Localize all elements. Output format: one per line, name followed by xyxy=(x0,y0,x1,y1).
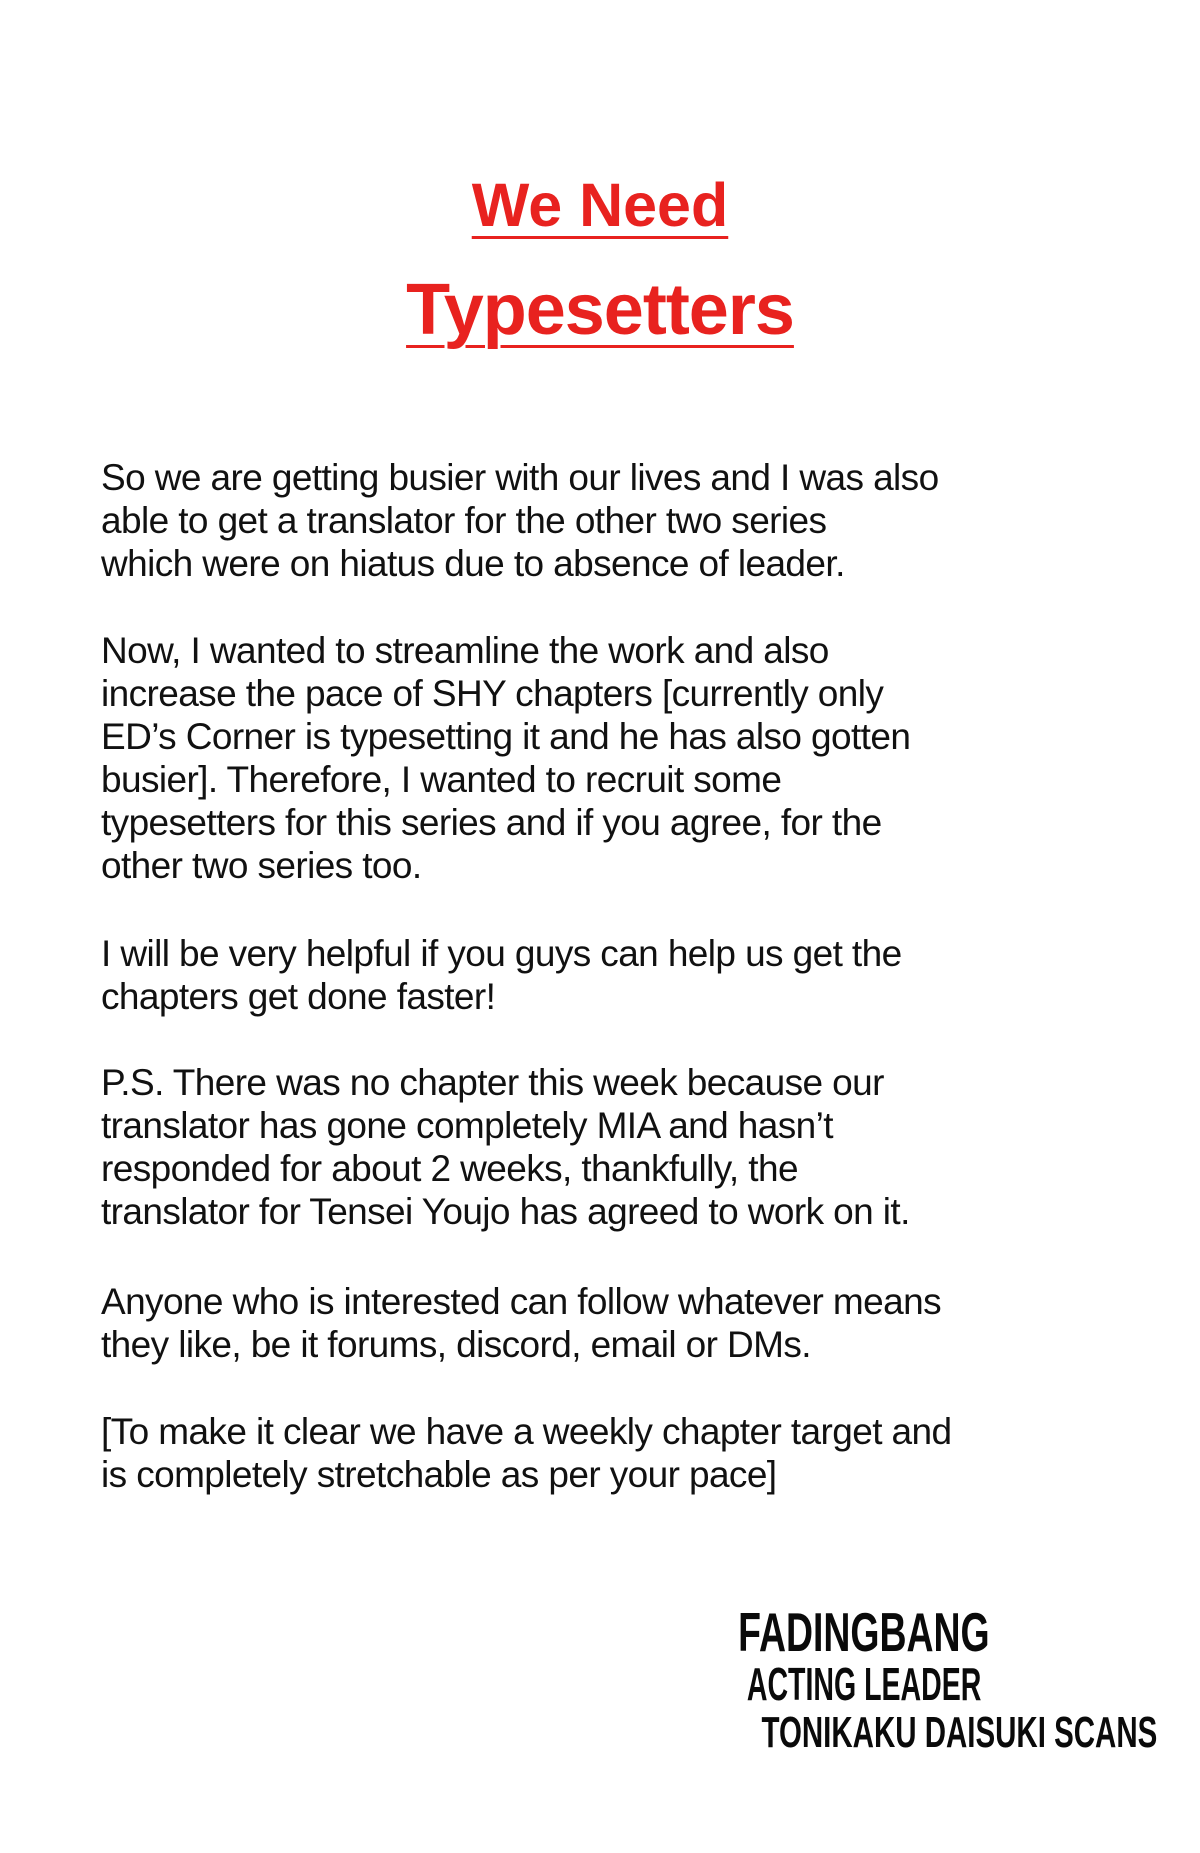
paragraph-line: other two series too. xyxy=(101,845,422,886)
paragraph-line: P.S. There was no chapter this week because our xyxy=(101,1062,884,1103)
paragraph-streamline xyxy=(101,629,1141,887)
paragraph-line: chapters get done faster! xyxy=(101,976,496,1017)
paragraph-postscript xyxy=(101,1061,1141,1233)
paragraph-line: able to get a translator for the other two series xyxy=(101,500,827,541)
signature-name xyxy=(664,1601,1064,1663)
title-we-need xyxy=(0,171,1200,239)
title-typesetters-text: Typesetters xyxy=(406,270,794,350)
paragraph-line: translator for Tensei Youjo has agreed to work on it. xyxy=(101,1191,910,1232)
paragraph-line: busier]. Therefore, I wanted to recruit some xyxy=(101,759,782,800)
paragraph-line: typesetters for this series and if you agree, for the xyxy=(101,802,882,843)
paragraph-line: which were on hiatus due to absence of leader. xyxy=(101,543,845,584)
title-typesetters xyxy=(0,270,1200,350)
paragraph-line: [To make it clear we have a weekly chapter target and xyxy=(101,1411,952,1452)
paragraph-line: increase the pace of SHY chapters [currently only xyxy=(101,673,884,714)
paragraph-target-note xyxy=(101,1410,1141,1496)
paragraph-line: translator has gone completely MIA and hasn’t xyxy=(101,1105,833,1146)
paragraph-line: responded for about 2 weeks, thankfully, the xyxy=(101,1148,798,1189)
signature-group xyxy=(664,1708,1158,1757)
paragraph-line: So we are getting busier with our lives and I was also xyxy=(101,457,939,498)
paragraph-line: is completely stretchable as per your pace] xyxy=(101,1454,777,1495)
paragraph-line: ED’s Corner is typesetting it and he has also gotten xyxy=(101,716,911,757)
paragraph-line: I will be very helpful if you guys can help us get the xyxy=(101,933,902,974)
signature-group-text: TONIKAKU DAISUKI SCANS xyxy=(761,1708,1158,1757)
signature-role-text: ACTING LEADER xyxy=(746,1658,982,1710)
paragraph-help-request xyxy=(101,932,1141,1018)
title-we-need-text: We Need xyxy=(471,171,729,239)
paragraph-line: Now, I wanted to streamline the work and also xyxy=(101,630,829,671)
signature-name-text: FADINGBANG xyxy=(738,1601,990,1663)
paragraph-contact xyxy=(101,1280,1141,1366)
paragraph-line: they like, be it forums, discord, email or DMs. xyxy=(101,1324,811,1365)
paragraph-line: Anyone who is interested can follow whatever means xyxy=(101,1281,941,1322)
signature-role xyxy=(664,1658,1064,1710)
paragraph-intro xyxy=(101,456,1141,585)
